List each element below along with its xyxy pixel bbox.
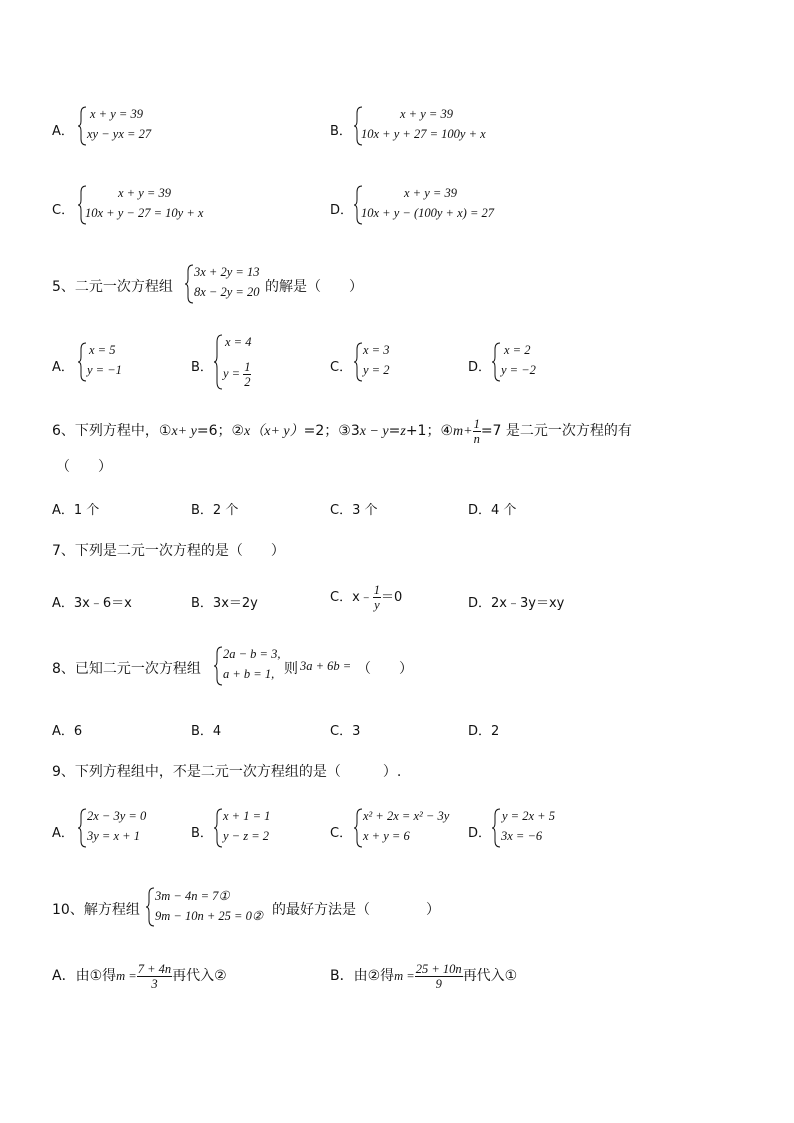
equation-1: 3m − 4n = 7① <box>155 889 230 903</box>
denominator: y <box>374 598 380 612</box>
equation-2: y = −1 <box>87 363 122 377</box>
numerator: 1 <box>244 360 251 374</box>
option-label: C． <box>52 203 75 218</box>
option-d-system <box>492 808 572 848</box>
fraction <box>243 360 251 389</box>
option-text: 再代入② <box>172 968 227 984</box>
option-label: A． <box>52 360 74 375</box>
option-label: B． <box>191 826 213 841</box>
equation-system <box>354 106 504 146</box>
equation-1: x = 3 <box>363 343 390 357</box>
equation-1: x + y = 39 <box>118 186 171 200</box>
question-stem: 9、下列方程组中，不是二元一次方程组的是（ ）. <box>52 764 402 780</box>
stem-text: =7 是二元一次方程的有 <box>480 423 632 439</box>
option-text: C．x﹣ <box>330 590 373 605</box>
equation-1: x = 5 <box>89 343 116 357</box>
answer-blank: （ ） <box>56 459 112 475</box>
equation-2: x + y = 6 <box>363 829 410 843</box>
equation-2: y = −2 <box>501 363 536 377</box>
equation-prefix: y = <box>223 366 244 381</box>
equation-1: 2a − b = 3, <box>223 647 281 661</box>
option-label: D． <box>468 826 492 841</box>
option-a: A．6 <box>52 724 83 739</box>
option-a: A．1 个 <box>52 503 100 518</box>
option-d: D．4 个 <box>468 503 517 518</box>
stem-text: +1；④ <box>405 423 454 439</box>
option-label: A． <box>52 124 74 139</box>
stem-text: =2；③3 <box>303 423 360 439</box>
fraction <box>473 417 481 446</box>
option-a: A．3x﹣6＝x <box>52 596 132 611</box>
option-a-system <box>78 808 158 848</box>
equation-system <box>354 185 514 225</box>
option-d-system <box>492 342 552 382</box>
equation-2: 8x − 2y = 20 <box>194 285 260 299</box>
math-expression: m = <box>116 969 137 983</box>
equation-2 <box>223 360 251 389</box>
equation-2: y − z = 2 <box>223 829 270 843</box>
option-b: B．3x＝2y <box>191 596 258 611</box>
numerator: 25 + 10n <box>415 961 462 976</box>
question-suffix: 的解是（ ） <box>265 279 363 295</box>
fraction <box>415 962 463 991</box>
equation-system <box>78 106 198 146</box>
math-expression: 3a + 6b = <box>300 659 352 673</box>
option-b-system <box>214 334 274 390</box>
option-c: C．3 个 <box>330 503 378 518</box>
numerator: 1 <box>473 416 480 431</box>
math-expression: x（x+ y） <box>244 424 304 439</box>
option-label: B． <box>330 124 352 139</box>
stem-text: =6；② <box>196 423 245 439</box>
option-label: D． <box>468 360 492 375</box>
math-expression: x+ y <box>171 424 197 439</box>
math-expression: x − y <box>359 424 389 439</box>
fraction <box>373 583 381 612</box>
option-c: C．3 <box>330 724 361 739</box>
equation-2: 9m − 10n + 25 = 0② <box>155 909 264 923</box>
stem-text: = <box>388 423 401 439</box>
option-text: 再代入① <box>462 968 518 984</box>
option-text: B．由②得 <box>330 968 395 984</box>
equation-2: 3y = x + 1 <box>87 829 140 843</box>
option-c <box>330 578 402 618</box>
option-c-system <box>354 342 414 382</box>
equation-2: xy − yx = 27 <box>87 127 152 141</box>
equation-system <box>214 646 284 686</box>
question-suffix: 的最好方法是（ ） <box>272 902 440 918</box>
question-stem: 10、解方程组 <box>52 902 140 918</box>
equation-system <box>146 887 271 927</box>
option-b: B．4 <box>191 724 222 739</box>
option-a <box>52 954 227 998</box>
equation-system <box>185 264 265 304</box>
option-label: A． <box>52 826 74 841</box>
denominator: 3 <box>151 976 158 991</box>
denominator: 2 <box>244 375 251 389</box>
numerator: 7 + 4n <box>137 961 172 976</box>
fraction <box>137 962 172 991</box>
equation-1: x + y = 39 <box>90 107 143 121</box>
equation-1: x + y = 39 <box>404 186 457 200</box>
equation-1: x + 1 = 1 <box>223 809 271 823</box>
answer-blank: （ ） <box>357 661 413 677</box>
denominator: 9 <box>435 976 442 991</box>
equation-system <box>78 185 218 225</box>
math-expression: m = <box>394 969 415 983</box>
equation-2: y = 2 <box>363 363 390 377</box>
option-d: D．2 <box>468 724 500 739</box>
option-d: D．2x﹣3y＝xy <box>468 596 565 611</box>
equation-2: 10x + y + 27 = 100y + x <box>361 127 486 141</box>
equation-1: y = 2x + 5 <box>502 809 555 823</box>
equation-1: 3x + 2y = 13 <box>194 265 260 279</box>
equation-1: x = 2 <box>504 343 531 357</box>
stem-text: 6、下列方程中，① <box>52 423 172 439</box>
option-b <box>330 954 517 998</box>
equation-2: 3x = −6 <box>501 829 543 843</box>
equation-1: x + y = 39 <box>400 107 453 121</box>
denominator: n <box>473 431 480 446</box>
question-stem: 5、二元一次方程组 <box>52 279 173 295</box>
math-expression: z <box>400 424 406 439</box>
question-stem: 8、已知二元一次方程组 <box>52 661 201 677</box>
option-c-system <box>354 808 464 848</box>
math-expression: m+ <box>453 424 473 439</box>
option-a-system <box>78 342 138 382</box>
equation-1: x = 4 <box>225 335 252 349</box>
option-b: B．2 个 <box>191 503 239 518</box>
stem-text: 则 <box>284 661 298 677</box>
equation-2: a + b = 1, <box>223 667 275 681</box>
question-stem: 7、下列是二元一次方程的是（ ） <box>52 543 285 559</box>
option-label: C． <box>330 826 353 841</box>
question-stem <box>52 414 632 448</box>
option-label: D． <box>330 203 354 218</box>
option-text: A．由①得 <box>52 968 117 984</box>
equation-1: 2x − 3y = 0 <box>87 809 147 823</box>
equation-2: 10x + y − 27 = 10y + x <box>85 206 204 220</box>
option-text: ＝0 <box>381 590 403 605</box>
equation-1: x² + 2x = x² − 3y <box>363 809 450 823</box>
option-label: B． <box>191 360 213 375</box>
option-b-system <box>214 808 284 848</box>
numerator: 1 <box>373 583 381 597</box>
equation-2: 10x + y − (100y + x) = 27 <box>361 206 495 220</box>
option-label: C． <box>330 360 353 375</box>
